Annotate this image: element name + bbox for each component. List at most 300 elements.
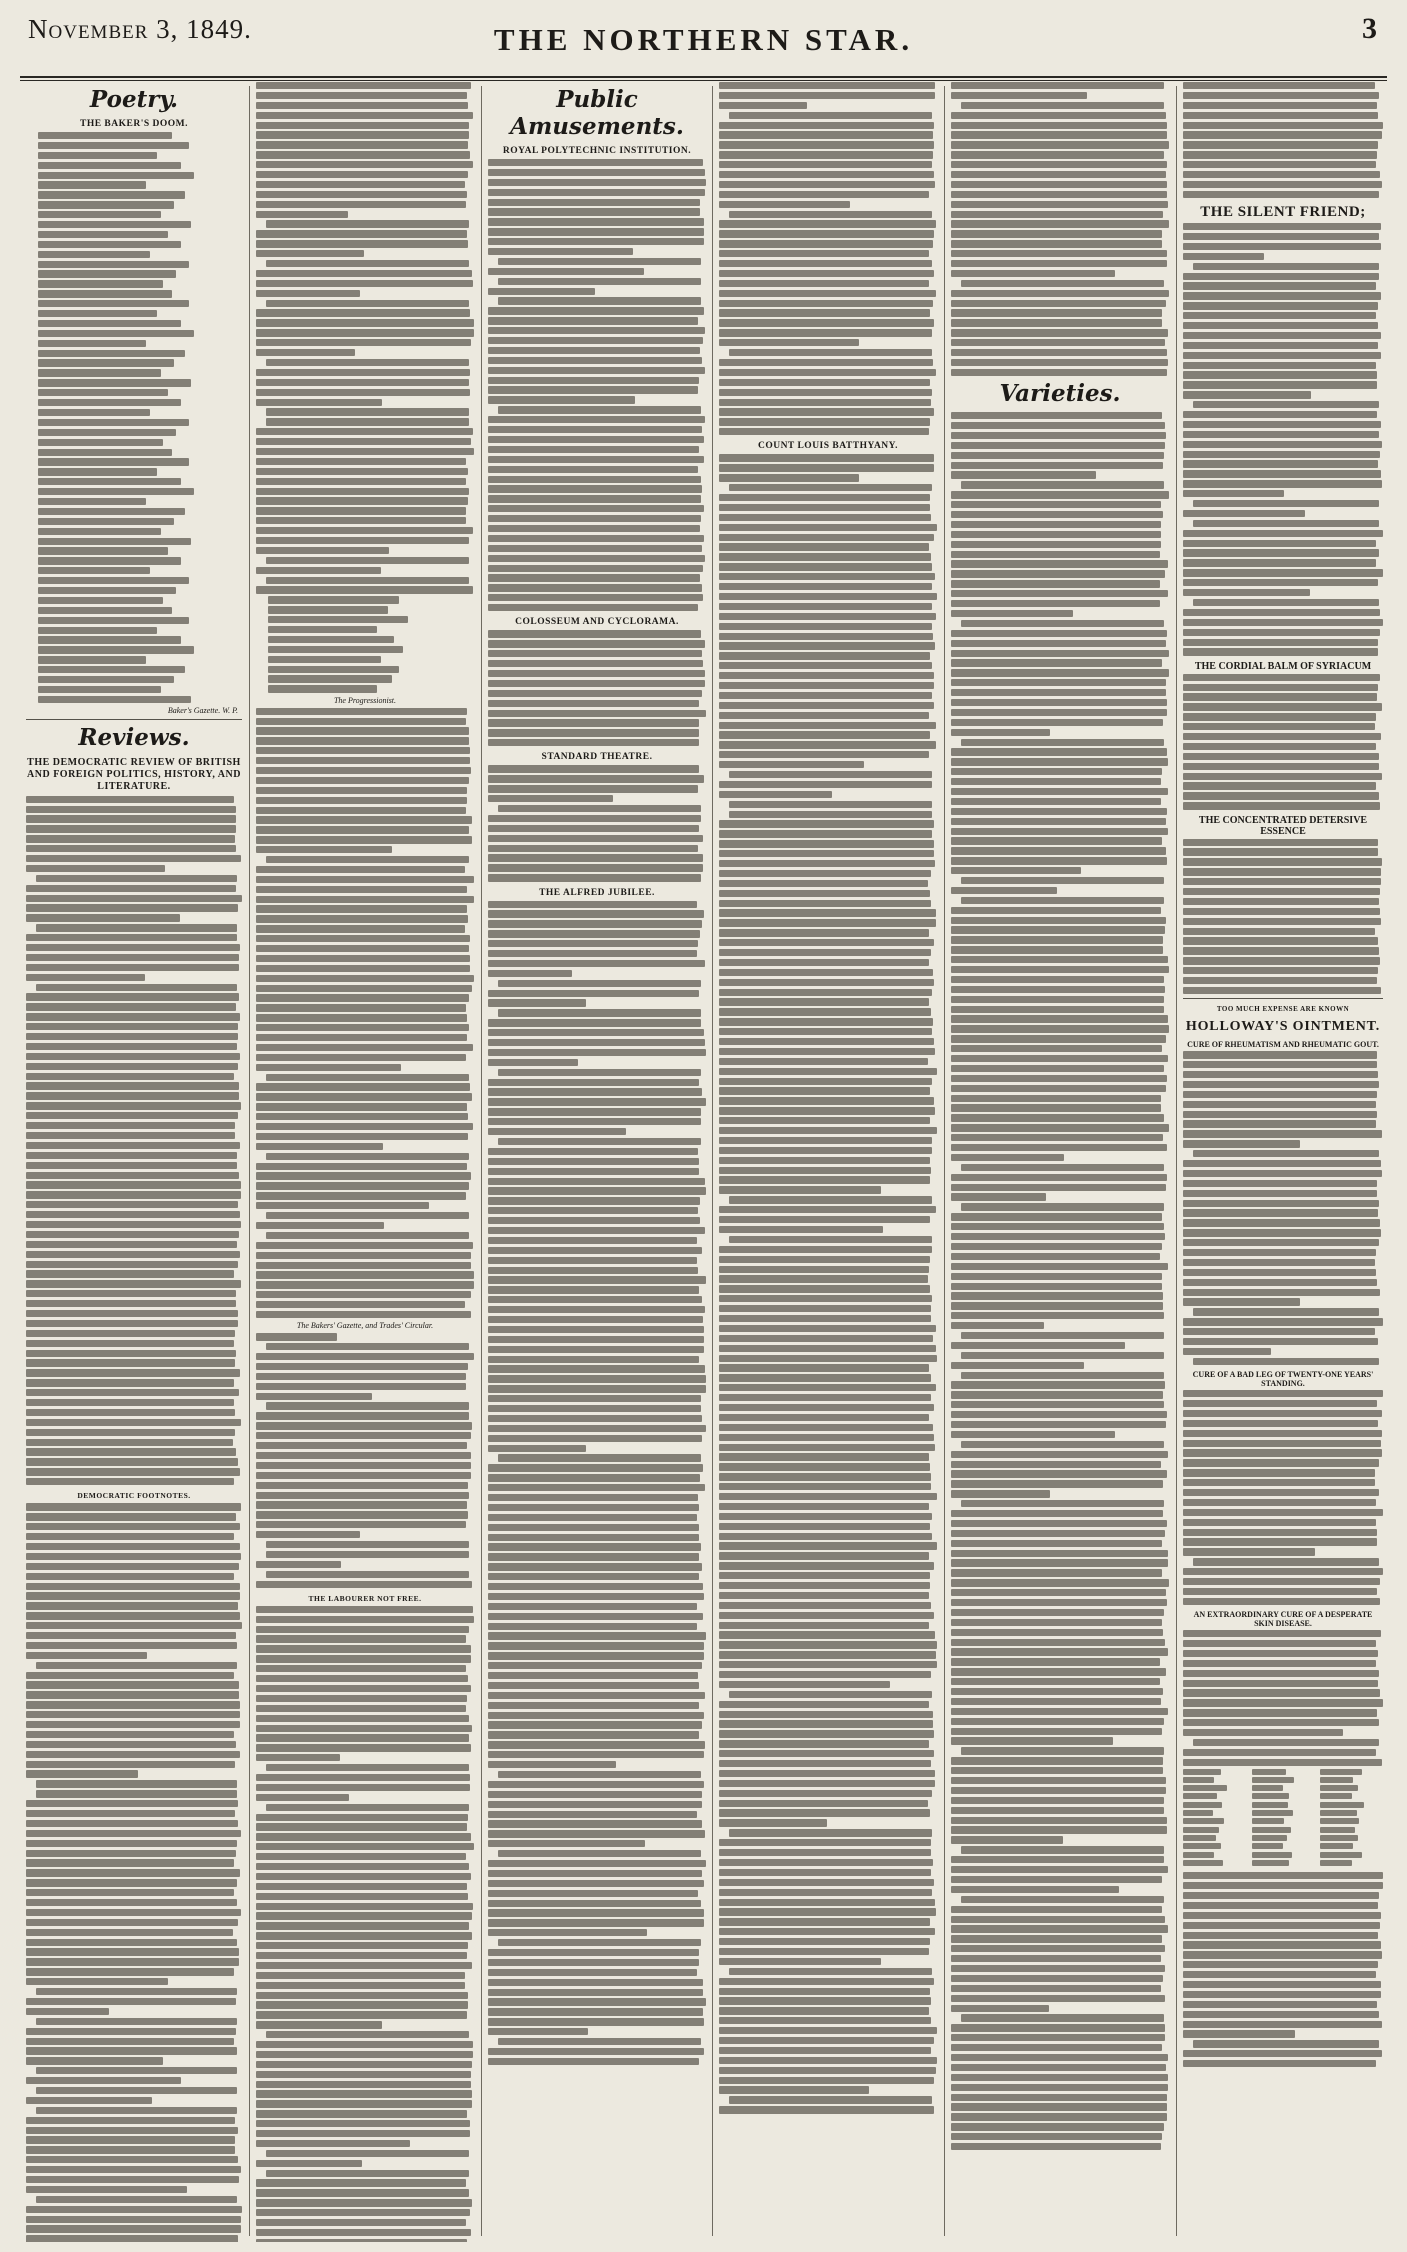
column-6 [1183, 82, 1383, 2242]
text-line [719, 633, 933, 640]
text-line [719, 1048, 935, 1055]
text-line [26, 815, 236, 822]
text-line [488, 1959, 699, 1966]
text-line [951, 422, 1165, 429]
text-line [951, 1065, 1164, 1072]
text-line [26, 2225, 241, 2232]
heading-standard-theatre: STANDARD THEATRE. [541, 752, 653, 763]
text-line [951, 369, 1167, 376]
text-line [256, 2179, 466, 2186]
text-line [488, 729, 699, 736]
text-line [26, 1320, 238, 1327]
text-line [26, 1221, 241, 1228]
text-line [1183, 292, 1381, 299]
column-3 [488, 82, 706, 2242]
text-line [38, 320, 181, 327]
text-line [719, 1681, 890, 1688]
text-line [1183, 559, 1376, 566]
text-line [256, 1182, 469, 1189]
text-line [26, 2127, 238, 2134]
text-line [488, 159, 703, 166]
text-line [488, 169, 705, 176]
text-line [256, 1972, 465, 1979]
text-line [951, 452, 1164, 459]
text-line [1320, 1810, 1356, 1816]
text-line [719, 1849, 931, 1856]
text-line [951, 1767, 1163, 1774]
text-line [488, 1642, 704, 1649]
text-line [719, 260, 932, 267]
text-line [38, 597, 163, 604]
text-line [488, 1979, 703, 1986]
text-line [719, 399, 931, 406]
text-line [719, 131, 933, 138]
text-line [256, 468, 468, 475]
text-line [256, 896, 474, 903]
text-line [951, 1540, 1162, 1547]
text-line [951, 1154, 1064, 1161]
text-line [1183, 1769, 1221, 1775]
text-line [719, 1800, 928, 1807]
text-line [951, 748, 1167, 755]
text-line [951, 1648, 1168, 1655]
text-line [26, 1622, 242, 1629]
text-line [951, 122, 1167, 129]
text-line [951, 1273, 1162, 1280]
text-line [719, 1631, 935, 1638]
text-line [26, 1583, 240, 1590]
text-line [719, 1335, 933, 1342]
text-line [1183, 1519, 1376, 1526]
text-line [951, 151, 1164, 158]
text-line [256, 1715, 469, 1722]
text-line [256, 1262, 471, 1269]
text-line [488, 1247, 702, 1254]
text-line [256, 1883, 467, 1890]
text-line [951, 778, 1161, 785]
text-line [38, 280, 163, 287]
text-line [256, 171, 468, 178]
text-line [256, 1301, 465, 1308]
text-line [951, 171, 1166, 178]
text-line [256, 925, 465, 932]
text-line [951, 161, 1167, 168]
text-line [1183, 82, 1375, 89]
text-line [951, 1025, 1169, 1032]
text-line [488, 466, 698, 473]
text-line [1183, 233, 1379, 240]
text-line [488, 960, 705, 967]
text-line [26, 954, 239, 961]
text-line [38, 162, 181, 169]
text-line [256, 151, 470, 158]
text-line [719, 692, 932, 699]
text-line [488, 1237, 697, 1244]
text-line [256, 2160, 362, 2167]
text-line [38, 478, 181, 485]
text-line [256, 807, 466, 814]
text-line [26, 1899, 237, 1906]
text-line [1183, 1469, 1375, 1476]
text-line [488, 1811, 697, 1818]
text-line [488, 1791, 702, 1798]
text-line [719, 553, 931, 560]
text-line [26, 914, 180, 921]
text-line [1183, 1699, 1383, 1706]
text-line [256, 777, 469, 784]
advert-top-line: TOO MUCH EXPENSE ARE KNOWN [1216, 1005, 1350, 1014]
text-line [719, 870, 931, 877]
text-line [488, 1286, 699, 1293]
text-line [266, 2170, 469, 2177]
text-line [256, 1202, 429, 1209]
text-line [961, 1352, 1164, 1359]
heading-polytechnic: ROYAL POLYTECHNIC INSTITUTION. [502, 146, 692, 156]
text-line [488, 640, 705, 647]
text-line [256, 1242, 473, 1249]
text-line [1183, 773, 1382, 780]
text-line [26, 1409, 235, 1416]
text-line [1183, 131, 1382, 138]
text-line [1183, 1912, 1381, 1919]
text-line [488, 970, 572, 977]
text-line [1183, 648, 1378, 655]
text-line [488, 584, 702, 591]
text-line [256, 2061, 472, 2068]
review-text [26, 796, 242, 1486]
text-line [256, 1291, 471, 1298]
text-line [1183, 1802, 1222, 1808]
text-line [488, 680, 705, 687]
text-line [256, 1492, 469, 1499]
text-line [951, 309, 1162, 316]
text-line [951, 471, 1096, 478]
text-line [488, 1425, 706, 1432]
text-line [719, 151, 933, 158]
text-line [951, 966, 1169, 973]
text-line [1183, 1209, 1378, 1216]
text-line [256, 718, 466, 725]
text-line [36, 2067, 237, 2074]
text-line [26, 1280, 241, 1287]
text-line [256, 458, 466, 465]
text-line [488, 930, 700, 937]
text-line [951, 1708, 1168, 1715]
text-line [719, 181, 935, 188]
text-line [26, 1592, 240, 1599]
text-line [38, 261, 189, 268]
text-line [951, 1836, 1063, 1843]
text-line [1183, 802, 1380, 809]
text-line [488, 1623, 697, 1630]
text-line [1183, 579, 1378, 586]
text-line [488, 739, 699, 746]
text-line [266, 1402, 469, 1409]
text-line [498, 980, 701, 987]
text-line [719, 2077, 934, 2084]
text-line [961, 620, 1164, 627]
text-line [719, 1859, 933, 1866]
text-line [951, 1263, 1168, 1270]
text-line [256, 1093, 472, 1100]
text-line [951, 1292, 1163, 1299]
text-line [951, 181, 1167, 188]
text-line [266, 577, 469, 584]
text-line [488, 710, 706, 717]
text-line [38, 627, 157, 634]
text-line [26, 1478, 234, 1485]
text-line [719, 1523, 930, 1530]
text-line [719, 290, 936, 297]
text-line [951, 1559, 1168, 1566]
text-line [719, 474, 859, 481]
text-line [951, 699, 1167, 706]
text-line [488, 775, 704, 782]
text-line [1183, 352, 1381, 359]
text-line [951, 1213, 1162, 1220]
text-line [719, 682, 934, 689]
text-line [266, 1541, 469, 1548]
text-line [1183, 609, 1380, 616]
text-line [1183, 112, 1378, 119]
text-line [26, 1810, 235, 1817]
text-line [1183, 639, 1378, 646]
text-line [719, 1819, 827, 1826]
text-line [38, 409, 150, 416]
text-line [961, 1846, 1164, 1853]
text-line [498, 1069, 701, 1076]
text-line [26, 1879, 237, 1886]
advert-bad-leg-text [1183, 1390, 1383, 1605]
text-line [488, 485, 702, 492]
text-line [26, 2028, 236, 2035]
text-line [266, 2031, 469, 2038]
text-line [951, 857, 1167, 864]
text-line [951, 1480, 1163, 1487]
text-line [719, 1266, 929, 1273]
text-line [719, 1384, 936, 1391]
text-line [488, 901, 697, 908]
text-line [256, 2090, 472, 2097]
text-line [729, 484, 932, 491]
text-line [26, 825, 236, 832]
text-line [488, 189, 705, 196]
advert-text-top [1183, 82, 1383, 198]
divider [1183, 998, 1383, 999]
text-line [488, 446, 699, 453]
text-line [488, 1178, 705, 1185]
text-line [266, 2150, 469, 2157]
text-line [719, 300, 933, 307]
text-line [498, 1850, 701, 1857]
text-line [951, 2123, 1164, 2130]
text-line [38, 152, 157, 159]
text-line [719, 1513, 932, 1520]
text-line [26, 1869, 240, 1876]
text-line [951, 610, 1073, 617]
text-line [256, 547, 389, 554]
text-line [951, 531, 1161, 538]
text-line [488, 307, 704, 314]
text-line [719, 761, 864, 768]
text-line [26, 1132, 235, 1139]
ailment-list-col [1252, 1769, 1315, 1869]
text-line [719, 1790, 932, 1797]
text-line [266, 1343, 469, 1350]
text-line [266, 1551, 469, 1558]
text-line [256, 1192, 466, 1199]
text-line [719, 751, 929, 758]
heading-count-batthyany: COUNT LOUIS BATTHYANY. [757, 441, 899, 452]
text-line [1183, 1430, 1382, 1437]
text-line [719, 741, 936, 748]
text-line [488, 1890, 698, 1897]
text-line [729, 771, 932, 778]
text-line [38, 340, 146, 347]
text-line [38, 389, 168, 396]
text-line [719, 2067, 936, 2074]
text-line [488, 396, 635, 403]
text-line [256, 1163, 467, 1170]
text-line [38, 656, 146, 663]
text-line [719, 1572, 930, 1579]
text-line [256, 131, 469, 138]
text-line [26, 1968, 234, 1975]
text-line [38, 468, 157, 475]
column-2 [256, 82, 474, 2242]
text-line [1183, 1279, 1377, 1286]
text-line [256, 1103, 467, 1110]
text-line [1183, 1071, 1378, 1078]
text-line [38, 617, 189, 624]
text-line [26, 1073, 234, 1080]
text-line [719, 583, 932, 590]
masthead [20, 8, 1387, 78]
text-line [38, 557, 181, 564]
text-line [951, 2005, 1049, 2012]
text-line [719, 171, 934, 178]
text-line [488, 1356, 699, 1363]
text-line [1183, 102, 1377, 109]
text-line [38, 330, 194, 337]
text-line [26, 1800, 238, 1807]
text-line [1183, 253, 1264, 260]
text-line [1183, 1170, 1382, 1177]
text-line [488, 248, 633, 255]
masthead-rule [20, 76, 1387, 78]
text-line [38, 241, 181, 248]
text-line [1183, 181, 1382, 188]
text-line [951, 808, 1167, 815]
text-line [256, 2081, 471, 2088]
text-line [26, 1261, 238, 1268]
text-line [719, 1473, 931, 1480]
text-line [951, 976, 1164, 983]
text-line [951, 1421, 1166, 1428]
section-heading-poetry: Poetry. [89, 86, 179, 113]
text-line [951, 2094, 1167, 2101]
text-line [719, 1315, 931, 1322]
text-line [256, 2071, 471, 2078]
text-line [951, 1668, 1166, 1675]
text-line [488, 179, 706, 186]
review-title: THE DEMOCRATIC REVIEW OF BRITISH AND FOREIGN POLITICS, HISTORY, AND LITERATURE. [27, 756, 241, 792]
text-line [256, 389, 470, 396]
text-line [951, 1451, 1168, 1458]
text-line [719, 1414, 929, 1421]
text-line [256, 886, 467, 893]
column-rule [712, 86, 713, 2236]
text-line [256, 1665, 466, 1672]
text-line [1183, 733, 1381, 740]
text-line [26, 1958, 239, 1965]
text-line [719, 890, 930, 897]
text-line [26, 1859, 234, 1866]
text-line [488, 1741, 705, 1748]
text-line [1183, 1180, 1377, 1187]
text-line [488, 337, 703, 344]
text-line [951, 2044, 1162, 2051]
text-line [719, 949, 931, 956]
text-line [36, 1780, 237, 1787]
text-line [1183, 1130, 1382, 1137]
text-line [951, 1550, 1168, 1557]
text-line [719, 830, 932, 837]
text-line [719, 1562, 934, 1569]
text-line [488, 1375, 706, 1382]
text-line [488, 604, 698, 611]
text-line [26, 1053, 240, 1060]
text-line [719, 2027, 937, 2034]
text-line [719, 1068, 937, 1075]
text-line [38, 449, 172, 456]
text-line [488, 1415, 702, 1422]
ailment-list-col [1183, 1769, 1246, 1869]
text-line [256, 250, 364, 257]
text-line [951, 1826, 1167, 1833]
text-line [719, 1622, 929, 1629]
text-line [498, 297, 701, 304]
text-line [26, 1191, 241, 1198]
text-line [719, 1988, 930, 1995]
text-line [26, 904, 238, 911]
text-line [488, 815, 701, 822]
text-line [256, 112, 473, 119]
text-line [719, 1137, 932, 1144]
text-line [256, 1412, 469, 1419]
text-line [256, 866, 465, 873]
text-line [256, 1353, 474, 1360]
text-line [719, 1899, 935, 1906]
text-line [719, 662, 932, 669]
text-line [719, 1117, 930, 1124]
text-line [256, 1581, 472, 1588]
text-line [26, 1672, 234, 1679]
advert-bad-leg: CURE OF A BAD LEG OF TWENTY-ONE YEARS' STANDING. [1192, 1370, 1374, 1389]
text-line [961, 1203, 1164, 1210]
text-line [26, 1211, 240, 1218]
text-line [1183, 918, 1381, 925]
text-line [38, 251, 150, 258]
text-line [951, 541, 1161, 548]
text-line [38, 508, 185, 515]
text-line [951, 1797, 1164, 1804]
text-line [1183, 431, 1379, 438]
article-text-3 [256, 1333, 474, 1588]
text-line [961, 1332, 1164, 1339]
text-line [488, 1702, 699, 1709]
text-line [719, 250, 929, 257]
